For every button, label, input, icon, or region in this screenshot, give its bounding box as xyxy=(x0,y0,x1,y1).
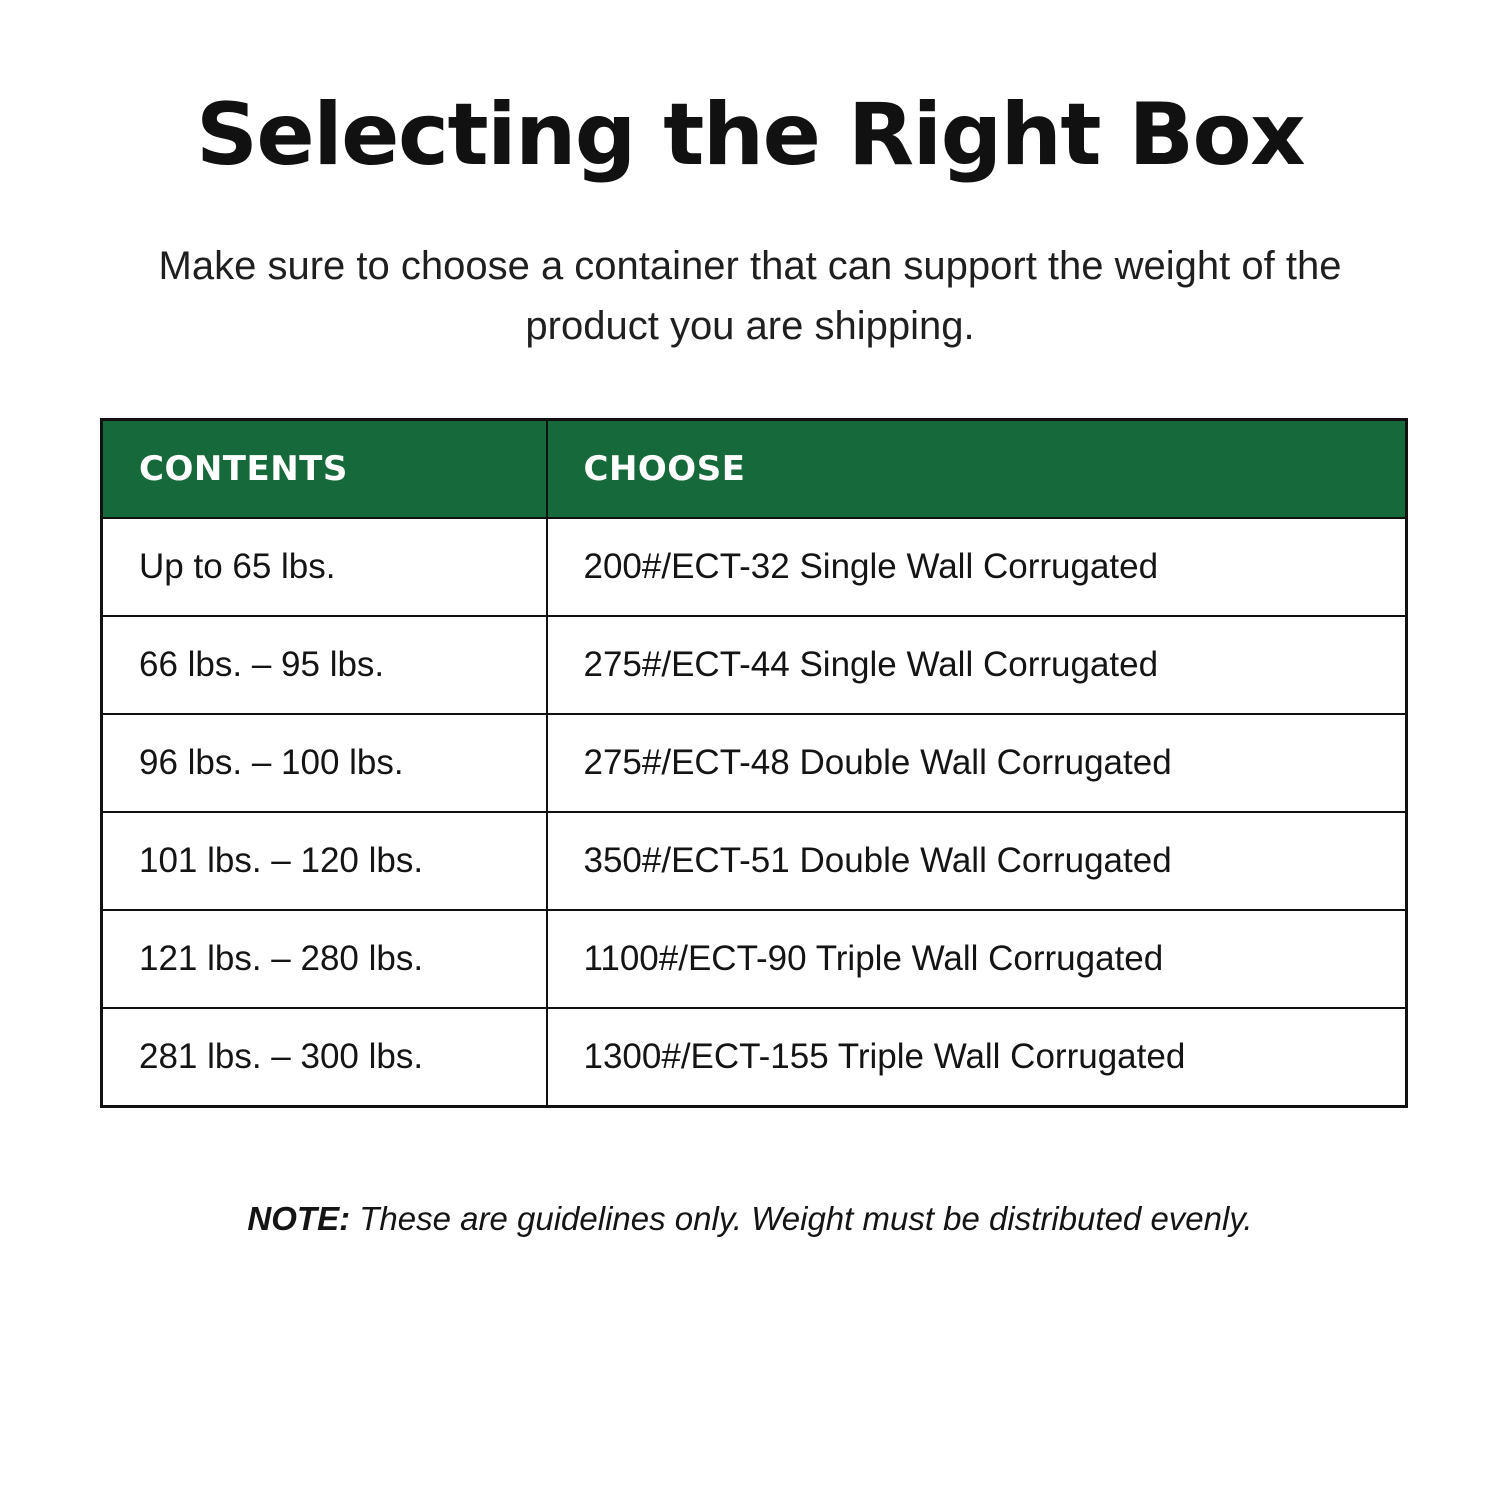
cell-choose xyxy=(547,910,1407,1008)
footnote-label: NOTE: xyxy=(247,1200,351,1237)
table-row xyxy=(102,812,1407,910)
cell-choose-text: 1100#/ECT-90 Triple Wall Corrugated xyxy=(583,939,1164,978)
table-row xyxy=(102,616,1407,714)
box-selection-table-wrapper xyxy=(100,418,1400,1108)
column-header-choose xyxy=(547,420,1407,519)
column-header-contents xyxy=(102,420,547,519)
footnote-text: These are guidelines only. Weight must be distributed evenly. xyxy=(350,1200,1253,1237)
cell-choose xyxy=(547,1008,1407,1107)
cell-choose-text: 275#/ECT-48 Double Wall Corrugated xyxy=(583,743,1172,782)
cell-contents-text: 281 lbs. – 300 lbs. xyxy=(139,1037,424,1076)
table-row xyxy=(102,714,1407,812)
table-row xyxy=(102,910,1407,1008)
cell-contents xyxy=(102,616,547,714)
cell-choose-text: 350#/ECT-51 Double Wall Corrugated xyxy=(583,841,1172,880)
cell-choose-text: 200#/ECT-32 Single Wall Corrugated xyxy=(583,547,1159,586)
table-header xyxy=(102,420,1407,519)
cell-contents-text: 66 lbs. – 95 lbs. xyxy=(139,645,385,684)
cell-contents xyxy=(102,910,547,1008)
table-body xyxy=(102,518,1407,1107)
box-selection-table xyxy=(100,418,1408,1108)
column-header-choose-label: CHOOSE xyxy=(583,449,746,489)
cell-contents-text: 121 lbs. – 280 lbs. xyxy=(139,939,424,978)
cell-contents xyxy=(102,518,547,616)
table-row xyxy=(102,1008,1407,1107)
column-header-contents-label: CONTENTS xyxy=(139,449,348,489)
page-title: Selecting the Right Box xyxy=(195,85,1305,185)
cell-contents-text: Up to 65 lbs. xyxy=(139,547,336,586)
cell-contents-text: 101 lbs. – 120 lbs. xyxy=(139,841,424,880)
page-subtitle: Make sure to choose a container that can support the weight of the product you are shipping. xyxy=(158,244,1342,348)
cell-choose xyxy=(547,616,1407,714)
cell-choose xyxy=(547,518,1407,616)
cell-contents xyxy=(102,1008,547,1107)
cell-contents-text: 96 lbs. – 100 lbs. xyxy=(139,743,404,782)
cell-contents xyxy=(102,812,547,910)
cell-choose-text: 275#/ECT-44 Single Wall Corrugated xyxy=(583,645,1159,684)
cell-contents xyxy=(102,714,547,812)
cell-choose xyxy=(547,812,1407,910)
table-row xyxy=(102,518,1407,616)
footnote xyxy=(100,1108,1400,1238)
table-header-row xyxy=(102,420,1407,519)
cell-choose xyxy=(547,714,1407,812)
cell-choose-text: 1300#/ECT-155 Triple Wall Corrugated xyxy=(583,1037,1186,1076)
